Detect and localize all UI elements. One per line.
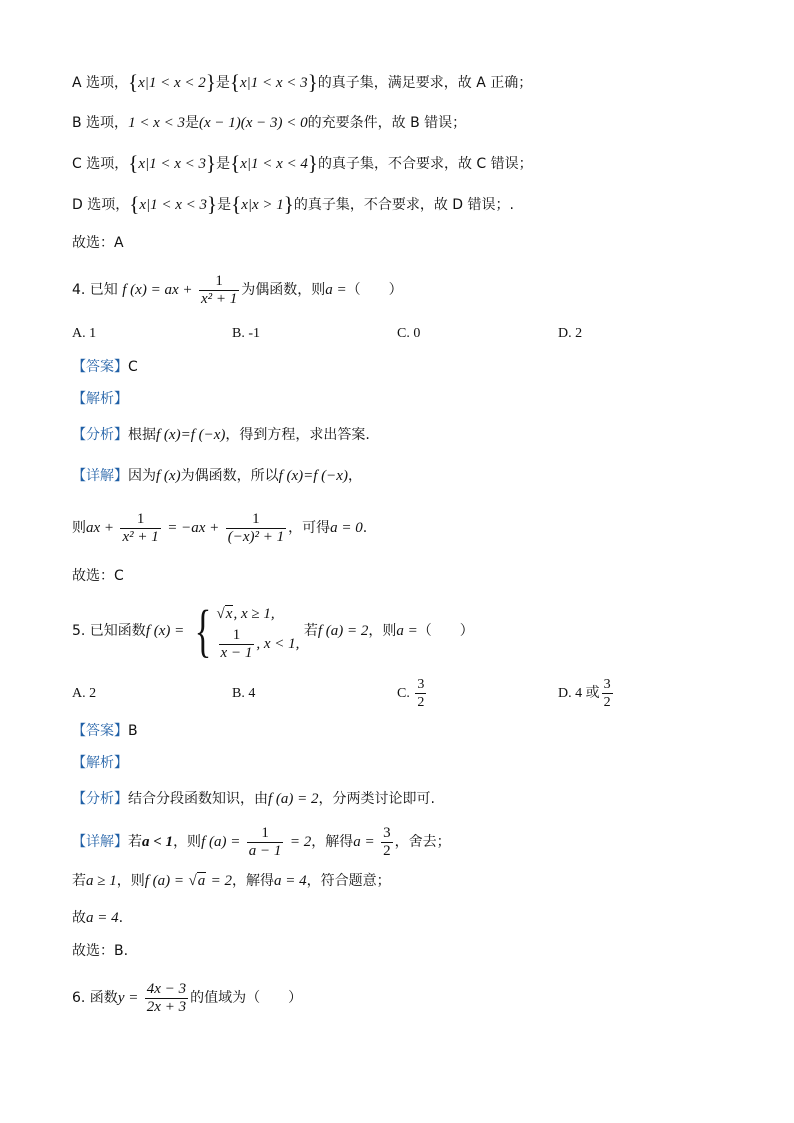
q5-fenxi: 【分析】结合分段函数知识，由f (a) = 2，分两类讨论即可. xyxy=(72,791,435,807)
q5-option-b: B. 4 xyxy=(232,686,256,701)
a-option-line: A 选项，{x|1 < x < 2}是{x|1 < x < 3}的真子集，满足要求，故 A 正确； xyxy=(72,70,533,94)
fraction: $\frac{1}{\text{x² + 1}}$ xyxy=(122,510,159,545)
q5-case-2: 若a ≥ 1，则f (a) = √a = 2，解得a = 4，符合题意； xyxy=(72,873,391,889)
q4-analysis-tag: 【解析】 xyxy=(72,391,128,407)
q4-option-a: A. 1 xyxy=(72,326,97,341)
set-expression: x|1 < x < 3 xyxy=(240,75,308,91)
q5-choice: 故选：B. xyxy=(72,943,129,959)
fraction: $\frac{1}{\text{(−x)² + 1}}$ xyxy=(227,510,285,545)
q5-analysis-tag: 【解析】 xyxy=(72,755,128,771)
set-expression: x|1 < x < 2 xyxy=(138,75,206,91)
d-option-line: D 选项，{x|1 < x < 3}是{x|x > 1}的真子集，不合要求，故 D 错误；. xyxy=(72,192,514,216)
answer-choice: 故选：A xyxy=(72,235,124,251)
q5-option-a: A. 2 xyxy=(72,686,97,701)
q4-choice: 故选：C xyxy=(72,568,124,584)
q4-answer: 【答案】C xyxy=(72,359,138,375)
c-option-line: C 选项，{x|1 < x < 3}是{x|1 < x < 4}的真子集，不合要求，故 C 错误； xyxy=(72,151,533,175)
q5-conclusion: 故a = 4. xyxy=(72,910,124,926)
q4-fenxi: 【分析】根据f (x)=f (−x)，得到方程，求出答案. xyxy=(72,427,370,443)
question-5-stem: 5. 已知函数f (x) = { √x, x ≥ 1, $\frac{1}{x - 1}$ , x < 1, 若f (a) = 2，则a =（ ） xyxy=(72,598,474,663)
q4-equation: 则ax + $\frac{1}{\text{x² + 1}}$ = −ax + $\frac{1}{\text{(−x)² + 1}}$ ，可得a = 0. xyxy=(72,510,368,545)
q4-option-c: C. 0 xyxy=(397,326,421,341)
q4-option-d: D. 2 xyxy=(558,326,583,341)
q5-xiangjie: 【详解】若a < 1，则f (a) = $\frac{1}{a - 1}$ = 2，解得a = $\frac{3}{2}$ ，舍去； xyxy=(72,824,451,859)
question-6-stem: 6. 函数y = $\frac{4x - 3}{2x + 3}$ 的值域为（ ） xyxy=(72,980,303,1015)
q5-answer: 【答案】B xyxy=(72,723,138,739)
q4-xiangjie: 【详解】因为f (x)为偶函数，所以f (x)=f (−x)， xyxy=(72,468,362,484)
q4-option-b: B. -1 xyxy=(232,326,260,341)
piecewise-function: { √x, x ≥ 1, $\frac{1}{x - 1}$ , x < 1, xyxy=(194,598,300,663)
q5-option-c: C. $\frac{3}{2}$ xyxy=(397,677,425,711)
fraction: $\frac{1}{\text{x² + 1}}$ xyxy=(200,272,238,307)
b-option-line: B 选项，1 < x < 3是(x − 1)(x − 3) < 0的充要条件，故 B 错误； xyxy=(72,115,467,131)
q5-option-d: D. 4 或 $\frac{3}{2}$ xyxy=(558,677,611,711)
answer-tag: 【答案】 xyxy=(72,359,128,375)
question-4-stem: 4. 已知 f (x) = ax + $\frac{1}{\text{x² + 1}}$ 为偶函数，则a =（ ） xyxy=(72,272,403,307)
